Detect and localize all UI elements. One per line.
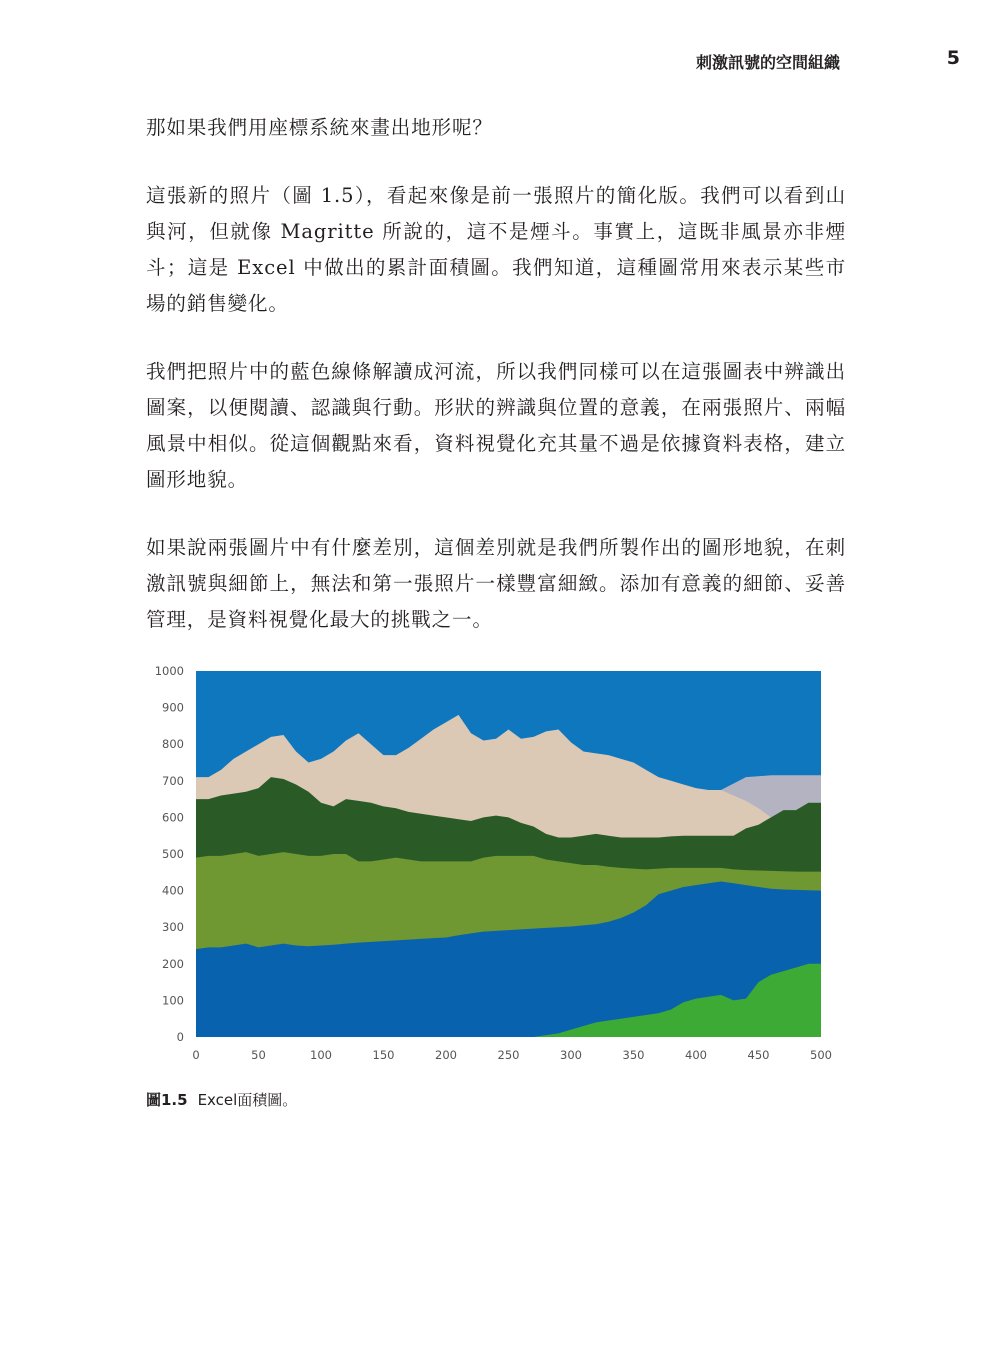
running-header [0,47,1000,74]
y-tick-label: 800 [162,737,184,752]
y-tick-label: 300 [162,920,184,935]
area-chart-figure [146,658,846,1068]
x-tick-label: 250 [497,1048,520,1062]
x-tick-label: 200 [435,1048,457,1062]
y-tick-label: 600 [162,810,184,825]
x-tick-label: 50 [251,1048,266,1062]
x-tick-label: 150 [372,1048,395,1062]
x-tick-label: 100 [310,1048,332,1062]
x-tick-label: 350 [622,1048,645,1062]
body-text [146,110,846,670]
area-chart [146,658,846,1068]
y-tick-label: 100 [162,993,184,1008]
x-tick-label: 300 [560,1048,582,1062]
x-tick-label: 450 [747,1048,770,1062]
y-tick-label: 400 [162,883,184,898]
y-tick-label: 700 [162,773,184,788]
y-tick-label: 1000 [154,664,184,678]
paragraph-2: 這張新的照片（圖 1.5），看起來像是前一張照片的簡化版。我們可以看到山與河，但就像 Magritte 所說的，這不是煙斗。事實上，這既非風景亦非煙斗；這是 Excel 中做出的累計面積圖。我們知道，這種圖常用來表示某些市場的銷售變化。 [146,184,846,315]
caption-text: Excel面積圖。 [197,1091,298,1109]
figure-caption [146,1089,297,1110]
y-tick-label: 0 [176,1030,184,1044]
x-tick-label: 500 [810,1048,832,1062]
x-tick-label: 400 [685,1048,707,1062]
page-number: 5 [946,47,960,69]
running-title: 刺激訊號的空間組織 [695,53,840,72]
paragraph-1: 那如果我們用座標系統來畫出地形呢？ [146,116,493,139]
y-tick-label: 900 [162,700,184,715]
y-tick-label: 500 [162,847,184,861]
x-tick-label: 0 [192,1048,200,1062]
paragraph-3: 我們把照片中的藍色線條解讀成河流，所以我們同樣可以在這張圖表中辨識出圖案，以便閱讀、認識與行動。形狀的辨識與位置的意義，在兩張照片、兩幅風景中相似。從這個觀點來看，資料視覺化充其量不過是依據資料表格，建立圖形地貌。 [146,360,846,491]
caption-label: 圖1.5 [146,1091,188,1109]
paragraph-4: 如果說兩張圖片中有什麼差別，這個差別就是我們所製作出的圖形地貌，在刺激訊號與細節上，無法和第一張照片一樣豐富細緻。添加有意義的細節、妥善管理，是資料視覺化最大的挑戰之一。 [146,536,846,631]
y-tick-label: 200 [162,956,184,971]
